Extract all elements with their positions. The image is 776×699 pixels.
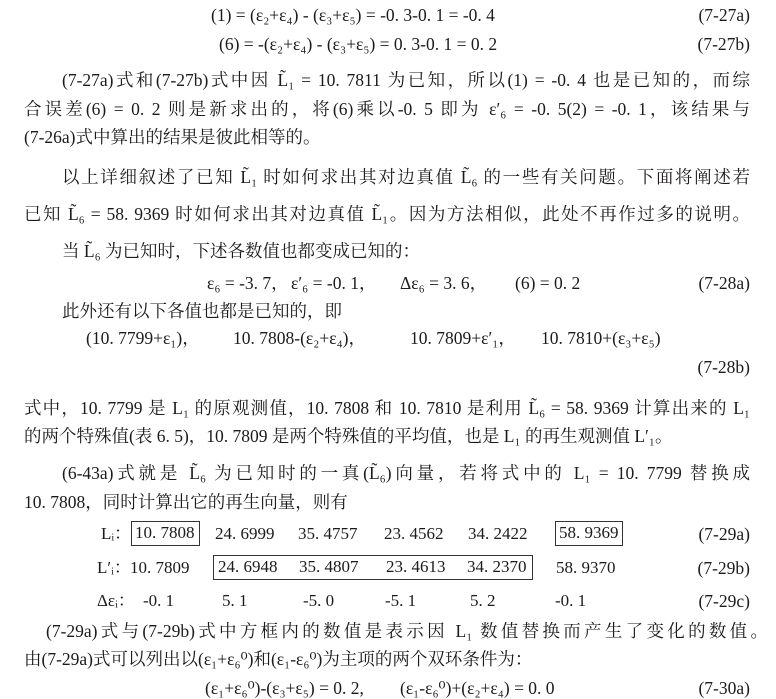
vector-row-label-Li: Lᵢ：	[101, 524, 132, 543]
vector-value: 10. 7809	[130, 558, 190, 577]
paragraph-1-line-2: 合误差(6) = 0. 2 则是新求出的，将(6)乘以-0. 5 即为 ε′₆ = -0. 5(2) = -0. 1，该结果与	[24, 99, 750, 119]
vector-value-boxed: 35. 4807	[299, 557, 359, 576]
vector-value-boxed: 34. 2370	[467, 557, 527, 576]
equation-number-7-30a: (7-30a)	[698, 678, 750, 698]
highlight-box	[213, 555, 533, 580]
vector-value: 58. 9370	[556, 558, 616, 577]
vector-row-label-Li-prime: L′ᵢ：	[97, 558, 131, 577]
equation-number-7-29b: (7-29b)	[697, 558, 750, 578]
vector-value: -5. 0	[303, 591, 335, 610]
equation-number-7-27a: (7-27a)	[698, 5, 750, 25]
equation-7-30a-term: (ε₁-ε₆⁰)+(ε₂+ε₄) = 0. 0	[400, 678, 555, 698]
equation-number-7-27b: (7-27b)	[697, 34, 750, 54]
paragraph-3-line-2: 此外还有以下各值也都是已知的，即	[62, 301, 342, 321]
equation-number-7-28a: (7-28a)	[698, 273, 750, 293]
equation-7-28a-term: ε′₆ = -0. 1，	[291, 273, 377, 293]
vector-value: 23. 4562	[384, 524, 444, 543]
paragraph-1-line-1: (7-27a)式和(7-27b)式中因 L̃₁ = 10. 7811 为已知，所以(1) = -0. 4 也是已知的，而综	[62, 70, 750, 90]
vector-row-label-delta-epsilon: Δεᵢ：	[97, 591, 135, 610]
vector-value: 5. 2	[470, 591, 496, 610]
highlight-box	[555, 521, 623, 546]
vector-value-boxed: 24. 6948	[218, 557, 278, 576]
paragraph-6-line-2: 由(7-29a)式可以列出以(ε₁+ε₆⁰)和(ε₁-ε₆⁰)为主项的两个双环条件为：	[24, 649, 533, 669]
paragraph-5-line-2: 10. 7808，同时计算出它的再生向量，则有	[24, 492, 348, 512]
vector-value: -5. 1	[385, 591, 417, 610]
vector-value: 34. 2422	[468, 524, 528, 543]
paragraph-2-line-1: 以上详细叙述了已知 L̃₁ 时如何求出其对边真值 L̃₆ 的一些有关问题。下面将阐述若	[62, 167, 750, 187]
paragraph-1-line-3: (7-26a)式中算出的结果是彼此相等的。	[24, 127, 321, 147]
vector-value: 5. 1	[222, 591, 248, 610]
equation-number-7-28b: (7-28b)	[697, 357, 750, 377]
equation-7-28a-term: ε₆ = -3. 7，	[207, 273, 289, 293]
vector-value: -0. 1	[143, 591, 175, 610]
vector-value-boxed: 23. 4613	[386, 557, 446, 576]
equation-7-28b-term: (10. 7799+ε₁)，	[86, 328, 200, 348]
paragraph-5-line-1: (6-43a)式就是 L̃₆ 为已知时的一真(L̃₆)向量，若将式中的 L₁ = 10. 7799 替换成	[62, 463, 750, 483]
equation-7-28a-term: Δε₆ = 3. 6，	[400, 273, 488, 293]
vector-value: 24. 6999	[215, 524, 275, 543]
equation-7-28b-term: 10. 7810+(ε₃+ε₅)	[541, 328, 661, 348]
equation-number-7-29a: (7-29a)	[698, 524, 750, 544]
vector-value-boxed: 58. 9369	[559, 523, 619, 542]
equation-7-28b-term: 10. 7809+ε′₁，	[410, 328, 516, 348]
paragraph-2-line-2: 已知 L̃₆ = 58. 9369 时如何求出其对边真值 L̃₁。因为方法相似，此处不再作过多的说明。	[24, 204, 750, 224]
highlight-box	[131, 521, 200, 546]
paragraph-6-line-1: (7-29a)式与(7-29b)式中方框内的数值是表示因 L₁ 数值替换而产生了变化的数值。	[46, 621, 768, 641]
equation-7-28b-term: 10. 7808-(ε₂+ε₄)，	[233, 328, 367, 348]
equation-7-27b: (6) = -(ε₂+ε₄) - (ε₃+ε₅) = 0. 3-0. 1 = 0. 2	[219, 34, 498, 54]
vector-value-boxed: 10. 7808	[135, 523, 195, 542]
paragraph-4-line-1: 式中，10. 7799 是 L₁ 的原观测值，10. 7808 和 10. 7810 是利用 L̃₆ = 58. 9369 计算出来的 L₁	[24, 398, 750, 418]
paragraph-4-line-2: 的两个特殊值(表 6. 5)，10. 7809 是两个特殊值的平均值，也是 L₁ 的再生观测值 L′₁。	[24, 426, 673, 446]
equation-7-27a: (1) = (ε₂+ε₄) - (ε₃+ε₅) = -0. 3-0. 1 = -0. 4	[211, 5, 495, 25]
vector-value: -0. 1	[555, 591, 587, 610]
equation-7-30a-term: (ε₁+ε₆⁰)-(ε₃+ε₅) = 0. 2,	[205, 678, 364, 698]
equation-7-28a-term: (6) = 0. 2	[515, 273, 581, 293]
paragraph-3-line-1: 当 L̃₆ 为已知时，下述各数值也都变成已知的：	[62, 241, 421, 261]
vector-value: 35. 4757	[298, 524, 358, 543]
equation-number-7-29c: (7-29c)	[698, 591, 750, 611]
